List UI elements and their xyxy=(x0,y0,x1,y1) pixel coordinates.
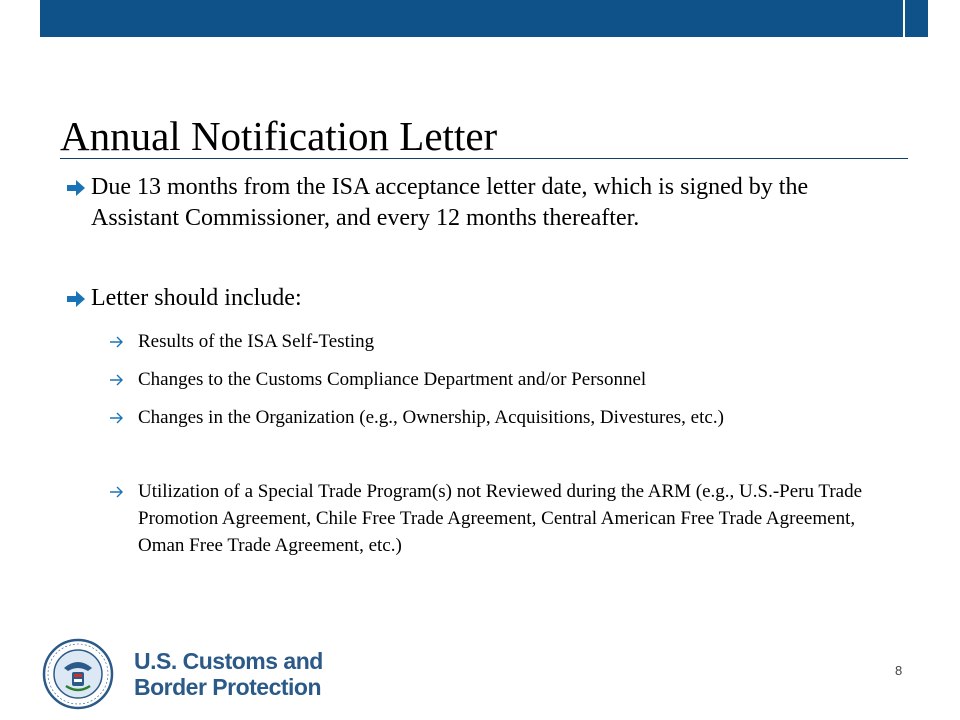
slide-title: Annual Notification Letter xyxy=(60,113,498,159)
page-number: 8 xyxy=(895,663,903,678)
sub-bullet-text: Changes in the Organization (e.g., Ownership, Acquisitions, Divestures, etc.) xyxy=(138,407,724,428)
dhs-seal-icon xyxy=(42,638,114,710)
right-arrow-icon xyxy=(67,291,85,307)
small-right-arrow-icon xyxy=(110,412,124,424)
small-right-arrow-icon xyxy=(110,336,124,348)
sub-bullet-text: Changes to the Customs Compliance Department and/or Personnel xyxy=(138,369,647,390)
agency-wordmark xyxy=(134,648,323,700)
bullet-text: Letter should include: xyxy=(91,285,302,311)
agency-line-1: U.S. Customs and xyxy=(134,648,323,674)
sub-bullet-text: Utilization of a Special Trade Program(s) not Reviewed during the ARM (e.g., U.S.-Peru Trade Promotion Agreement, Chile Free Trade Agreement, Central American Free Trade Agreement, Oman Free Trade Agreement, etc.) xyxy=(138,481,863,556)
header-divider xyxy=(903,0,905,37)
agency-line-2: Border Protection xyxy=(134,674,322,700)
small-right-arrow-icon xyxy=(110,374,124,386)
right-arrow-icon xyxy=(67,180,85,196)
small-right-arrow-icon xyxy=(110,486,124,498)
sub-bullet-text: Results of the ISA Self-Testing xyxy=(138,331,375,352)
title-underline xyxy=(60,158,908,159)
bullet-text: Due 13 months from the ISA acceptance letter date, which is signed by the Assistant Commissioner, and every 12 months thereafter. xyxy=(91,174,809,231)
header-bar xyxy=(40,0,928,37)
